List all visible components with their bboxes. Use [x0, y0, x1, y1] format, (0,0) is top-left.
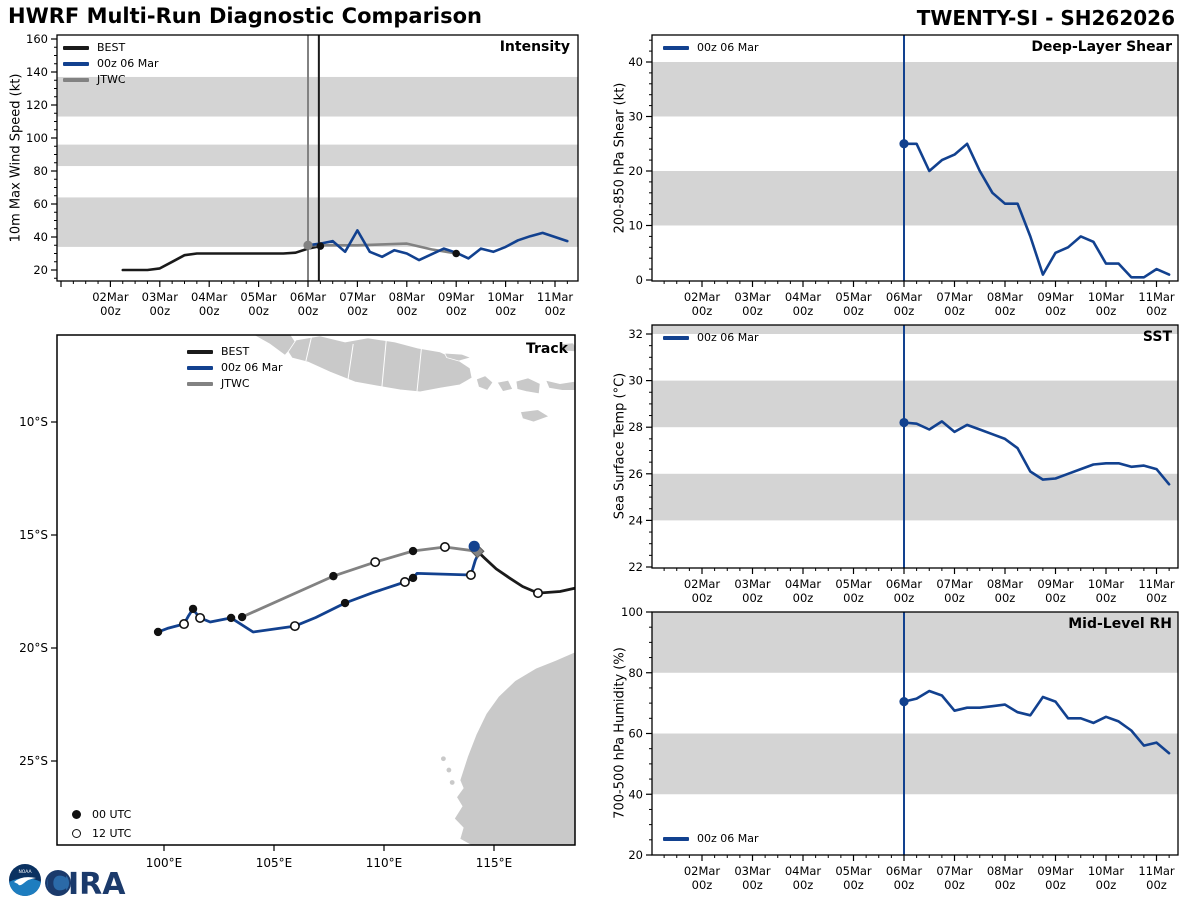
page-title: HWRF Multi-Run Diagnostic Comparison [8, 4, 483, 28]
svg-text:03Mar: 03Mar [141, 290, 178, 304]
legend-label-forecast: 00z 06 Mar [221, 361, 283, 374]
jtwc-line-swatch [63, 78, 89, 82]
svg-text:00z: 00z [893, 304, 915, 318]
svg-text:30: 30 [628, 373, 643, 388]
svg-text:00z: 00z [691, 304, 713, 318]
filled-circle-icon [72, 810, 81, 819]
svg-text:120: 120 [26, 98, 48, 112]
svg-text:115°E: 115°E [475, 856, 513, 870]
land-flores [546, 380, 579, 390]
svg-text:105°E: 105°E [255, 856, 293, 870]
svg-text:08Mar: 08Mar [986, 577, 1024, 591]
svg-text:04Mar: 04Mar [784, 864, 822, 878]
svg-text:00z: 00z [944, 878, 965, 892]
noaa-logo-text: NOAA [18, 870, 32, 875]
svg-text:02Mar: 02Mar [92, 290, 129, 304]
svg-text:00z: 00z [691, 591, 713, 605]
rh-panel-title: Mid-Level RH [1068, 616, 1172, 632]
legend-item-best [63, 40, 159, 56]
svg-text:07Mar: 07Mar [339, 290, 376, 304]
svg-text:09Mar: 09Mar [1037, 290, 1074, 304]
land-sumbawa [516, 378, 540, 394]
svg-text:00z: 00z [100, 304, 121, 318]
svg-text:80: 80 [33, 164, 48, 178]
svg-text:02Mar: 02Mar [683, 577, 721, 591]
legend-item-forecast [663, 40, 759, 56]
legend-label-jtwc: JTWC [97, 73, 126, 86]
svg-text:00z: 00z [1045, 878, 1066, 892]
forecast-line-swatch [663, 46, 689, 50]
legend-item-forecast [187, 360, 283, 376]
svg-text:11Mar: 11Mar [1138, 577, 1175, 591]
svg-text:30: 30 [628, 109, 643, 124]
svg-text:00z: 00z [445, 304, 467, 318]
svg-text:09Mar: 09Mar [438, 290, 475, 304]
svg-text:100: 100 [26, 131, 48, 145]
svg-text:08Mar: 08Mar [986, 290, 1024, 304]
legend-item-jtwc [187, 376, 283, 392]
storm-title: TWENTY-SI - SH262026 [916, 6, 1175, 30]
svg-text:00z: 00z [1146, 591, 1167, 605]
svg-text:07Mar: 07Mar [936, 290, 973, 304]
svg-text:10°S: 10°S [19, 415, 48, 429]
svg-text:05Mar: 05Mar [835, 290, 872, 304]
svg-text:24: 24 [628, 513, 643, 528]
svg-text:00z: 00z [994, 591, 1016, 605]
svg-text:110°E: 110°E [365, 856, 403, 870]
forecast-line-swatch [187, 366, 213, 370]
svg-text:00z: 00z [149, 304, 171, 318]
svg-text:05Mar: 05Mar [835, 864, 872, 878]
forecast-line-swatch [663, 336, 689, 340]
svg-text:10Mar: 10Mar [1087, 290, 1125, 304]
svg-text:00z: 00z [944, 304, 965, 318]
svg-text:09Mar: 09Mar [1037, 864, 1074, 878]
svg-text:04Mar: 04Mar [784, 290, 822, 304]
legend-item-12utc [72, 824, 131, 843]
svg-text:00z: 00z [1045, 591, 1066, 605]
rh-plot [621, 605, 1178, 892]
land-australia [454, 650, 578, 847]
svg-text:00z: 00z [198, 304, 220, 318]
svg-text:00z: 00z [495, 304, 516, 318]
track-line-jtwc [242, 547, 477, 617]
svg-text:00z: 00z [1095, 304, 1117, 318]
sst-panel-title: SST [1142, 329, 1172, 345]
svg-text:05Mar: 05Mar [835, 577, 872, 591]
legend-item-best [187, 344, 283, 360]
svg-text:40: 40 [33, 230, 48, 244]
land-java [288, 336, 472, 392]
svg-text:140: 140 [26, 65, 48, 79]
svg-text:15°S: 15°S [19, 528, 48, 542]
svg-text:00z: 00z [347, 304, 368, 318]
svg-text:20: 20 [33, 263, 48, 277]
svg-text:07Mar: 07Mar [936, 864, 973, 878]
svg-text:40: 40 [628, 787, 643, 802]
svg-text:25°S: 25°S [19, 754, 48, 768]
svg-text:08Mar: 08Mar [388, 290, 425, 304]
svg-text:60: 60 [33, 197, 48, 211]
legend-label-forecast: 00z 06 Mar [97, 57, 159, 70]
svg-text:00z: 00z [994, 304, 1016, 318]
svg-text:22: 22 [628, 560, 643, 574]
track-legend [187, 344, 283, 392]
svg-text:08Mar: 08Mar [986, 864, 1024, 878]
svg-text:00z: 00z [396, 304, 418, 318]
svg-text:00z: 00z [1045, 304, 1066, 318]
shear-plot [628, 35, 1178, 318]
svg-text:00z: 00z [742, 591, 763, 605]
svg-text:00z: 00z [792, 878, 814, 892]
shear-panel-title: Deep-Layer Shear [1031, 39, 1172, 55]
svg-text:20°S: 20°S [19, 641, 48, 655]
svg-text:00z: 00z [742, 304, 763, 318]
svg-text:11Mar: 11Mar [536, 290, 574, 304]
svg-text:40: 40 [628, 55, 643, 69]
svg-text:10Mar: 10Mar [487, 290, 524, 304]
svg-text:60: 60 [628, 726, 643, 741]
svg-text:04Mar: 04Mar [191, 290, 228, 304]
svg-text:11Mar: 11Mar [1138, 864, 1175, 878]
legend-item-00utc [72, 805, 131, 824]
svg-text:00z: 00z [691, 878, 713, 892]
rh-legend [663, 831, 759, 847]
svg-text:100°E: 100°E [145, 856, 183, 870]
forecast-line-swatch [663, 837, 689, 841]
intensity-series-best [123, 246, 321, 270]
svg-text:28: 28 [628, 420, 643, 435]
svg-text:80: 80 [628, 665, 643, 680]
utc-marker-legend [72, 805, 131, 843]
svg-text:03Mar: 03Mar [734, 864, 771, 878]
track-map [19, 320, 579, 870]
legend-label-forecast: 00z 06 Mar [697, 832, 759, 845]
legend-label-00utc: 00 UTC [92, 807, 132, 821]
legend-item-forecast [63, 56, 159, 72]
svg-text:10Mar: 10Mar [1087, 577, 1125, 591]
svg-text:00z: 00z [944, 591, 965, 605]
svg-text:03Mar: 03Mar [734, 290, 771, 304]
land-lombok [497, 380, 512, 391]
svg-text:00z: 00z [843, 304, 864, 318]
best-line-swatch [63, 46, 89, 50]
svg-text:07Mar: 07Mar [936, 577, 973, 591]
svg-text:26: 26 [628, 466, 643, 481]
svg-text:00z: 00z [1095, 591, 1117, 605]
svg-text:02Mar: 02Mar [683, 864, 721, 878]
svg-text:06Mar: 06Mar [885, 290, 923, 304]
svg-text:0: 0 [635, 273, 643, 287]
svg-text:10Mar: 10Mar [1087, 864, 1125, 878]
footer-logos [6, 861, 306, 900]
svg-text:06Mar: 06Mar [885, 577, 923, 591]
intensity-panel-title: Intensity [499, 39, 570, 55]
legend-label-best: BEST [97, 41, 126, 54]
best-line-swatch [187, 350, 213, 354]
svg-text:02Mar: 02Mar [683, 290, 721, 304]
track-line-00z-06-mar [158, 546, 480, 632]
shear-y-axis-label: 200-850 hPa Shear (kt) [612, 82, 628, 234]
rh-y-axis-label: 700-500 hPa Humidity (%) [612, 647, 628, 819]
svg-text:11Mar: 11Mar [1138, 290, 1175, 304]
svg-text:20: 20 [628, 848, 643, 862]
svg-text:00z: 00z [544, 304, 566, 318]
svg-text:00z: 00z [843, 591, 864, 605]
sst-y-axis-label: Sea Surface Temp (°C) [612, 372, 628, 520]
jtwc-line-swatch [187, 382, 213, 386]
forecast-line-swatch [63, 62, 89, 66]
svg-text:100: 100 [621, 605, 643, 619]
track-panel-title: Track [526, 341, 568, 357]
intensity-legend [63, 40, 159, 88]
shear-legend [663, 40, 759, 56]
legend-label-12utc: 12 UTC [92, 826, 132, 840]
land-sumba [520, 410, 549, 422]
svg-text:32: 32 [628, 327, 643, 341]
sst-plot [628, 311, 1178, 605]
svg-text:00z: 00z [1146, 304, 1167, 318]
legend-item-forecast [663, 831, 759, 847]
svg-text:03Mar: 03Mar [734, 577, 771, 591]
cira-logo [46, 867, 126, 900]
svg-text:00z: 00z [1146, 878, 1167, 892]
svg-text:160: 160 [26, 32, 48, 46]
open-circle-icon [72, 829, 81, 838]
svg-text:05Mar: 05Mar [240, 290, 277, 304]
svg-text:00z: 00z [792, 304, 814, 318]
svg-text:04Mar: 04Mar [784, 577, 822, 591]
legend-label-forecast: 00z 06 Mar [697, 41, 759, 54]
legend-label-best: BEST [221, 345, 250, 358]
svg-text:00z: 00z [994, 878, 1016, 892]
land-bali [476, 376, 493, 391]
noaa-logo [9, 864, 41, 896]
svg-text:09Mar: 09Mar [1037, 577, 1074, 591]
svg-text:00z: 00z [742, 878, 763, 892]
intensity-y-axis-label: 10m Max Wind Speed (kt) [8, 73, 24, 243]
svg-text:00z: 00z [843, 878, 864, 892]
svg-text:06Mar: 06Mar [885, 864, 923, 878]
legend-item-forecast [663, 330, 759, 346]
svg-text:06Mar: 06Mar [289, 290, 327, 304]
svg-text:00z: 00z [792, 591, 814, 605]
legend-item-jtwc [63, 72, 159, 88]
legend-label-jtwc: JTWC [221, 377, 250, 390]
svg-text:20: 20 [628, 164, 643, 178]
track-line-best [478, 551, 579, 593]
svg-text:00z: 00z [297, 304, 319, 318]
cira-logo-text: CIRA [46, 867, 126, 900]
svg-text:10: 10 [628, 218, 643, 233]
svg-text:00z: 00z [248, 304, 269, 318]
svg-text:00z: 00z [1095, 878, 1117, 892]
svg-text:00z: 00z [893, 878, 915, 892]
svg-text:00z: 00z [893, 591, 915, 605]
legend-label-forecast: 00z 06 Mar [697, 331, 759, 344]
sst-legend [663, 330, 759, 346]
